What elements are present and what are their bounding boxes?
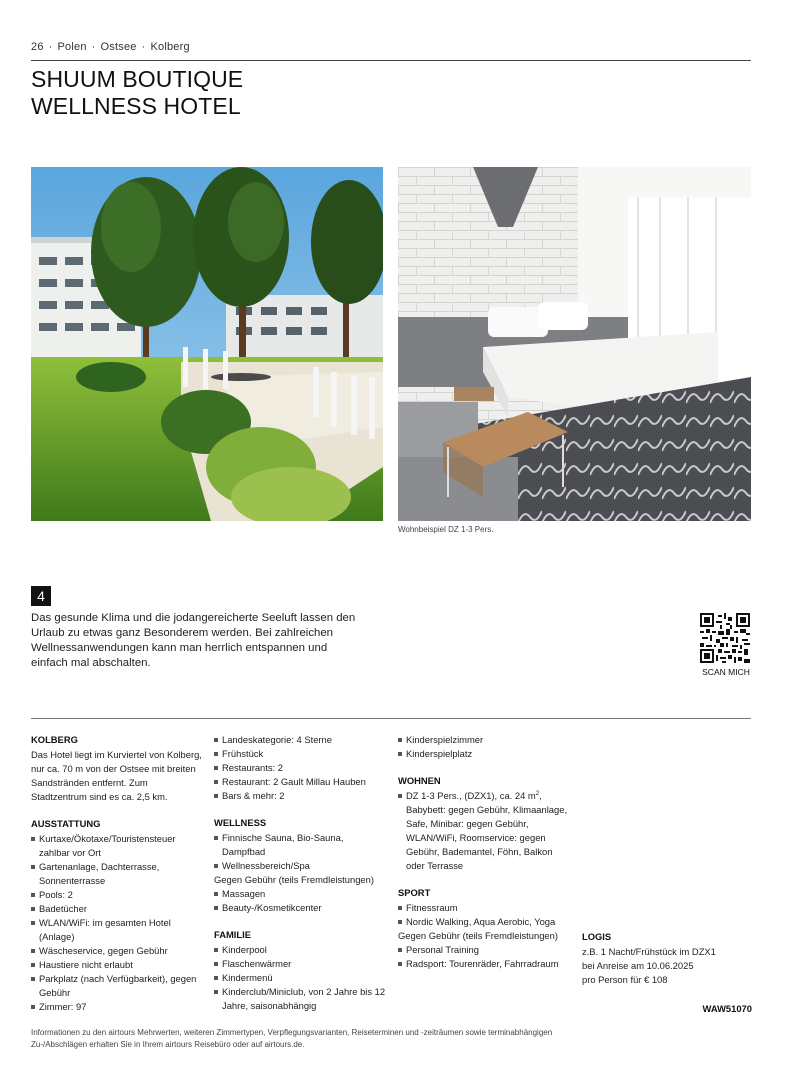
list-item: Personal Training	[398, 943, 573, 957]
familie-heading: FAMILIE	[214, 929, 251, 940]
list-item: Finnische Sauna, Bio-Sauna, Dampfbad	[214, 831, 389, 859]
hotel-room-photo	[398, 167, 751, 521]
list-item: Pools: 2	[31, 888, 203, 902]
breadcrumb	[31, 41, 190, 53]
column-general-wellness-family	[214, 733, 389, 1013]
footer-note: Informationen zu den airtours Mehrwerten, weiteren Zimmertypen, Verpflegungsvarianten, Reiseterminen und -zeiträumen sowie terminabhängigen Zu-/Abschlägen erhalten Sie in Ihrem airtours Reisebüro oder auf airtours.de.	[31, 1028, 553, 1049]
logis-heading: LOGIS	[582, 931, 612, 942]
kolberg-text: Das Hotel liegt im Kurviertel von Kolberg, nur ca. 70 m von der Ostsee mit breiten Sandstränden entfernt. Zum Stadtzentrum sind es ca. 2,5 km.	[31, 749, 202, 802]
separator-dot: ·	[48, 41, 53, 53]
page-number: 26	[31, 41, 44, 53]
list-item: Parkplatz (nach Verfügbarkeit), gegen Gebühr	[31, 972, 203, 1000]
list-item: Nordic Walking, Aqua Aerobic, Yoga	[398, 915, 573, 929]
wohnen-heading: WOHNEN	[398, 775, 441, 786]
page-title	[31, 66, 243, 120]
title-line-2: WELLNESS HOTEL	[31, 93, 241, 119]
room-description: DZ 1-3 Pers., (DZX1), ca. 24 $m^2$, Babybett: gegen Gebühr, Klimaanlage, Safe, Minibar: gegen Gebühr, WLAN/WiFi, Roomservice: gegen Gebühr, Bademantel, Föhn, Balkon oder Terrasse	[398, 789, 573, 873]
sport-heading: SPORT	[398, 887, 431, 898]
separator-dot: ·	[91, 41, 96, 53]
list-item: Bars & mehr: 2	[214, 789, 389, 803]
list-item: Restaurant: 2 Gault Millau Hauben	[214, 775, 389, 789]
logis-line-1: z.B. 1 Nacht/Frühstück im DZX1	[582, 946, 716, 957]
list-item: Flaschenwärmer	[214, 957, 389, 971]
intro-text: Das gesunde Klima und die jodangereicherte Seeluft lassen den Urlaub zu etwas ganz Besonderem werden. Bei zahlreichen Wellnessanwendungen kann man herrlich entspannen und einfach mal abschalten.	[31, 612, 356, 669]
header-divider	[31, 60, 751, 61]
kolberg-heading: KOLBERG	[31, 734, 78, 745]
list-item: Gartenanlage, Dachterrasse, Sonnenterrasse	[31, 860, 203, 888]
list-item: Haustiere nicht erlaubt	[31, 958, 203, 972]
hotel-garden-photo	[31, 167, 383, 521]
list-item: Kinderspielplatz	[398, 747, 573, 761]
column-kids-rooms-sport	[398, 733, 573, 971]
qr-code-icon[interactable]	[700, 613, 750, 663]
ausstattung-heading: AUSSTATTUNG	[31, 818, 101, 829]
list-item: Massagen	[214, 887, 389, 901]
number-badge: 4	[31, 586, 51, 606]
list-item: Badetücher	[31, 902, 203, 916]
logis-line-2: bei Anreise am 10.06.2025	[582, 960, 694, 971]
column-location-amenities	[31, 733, 203, 1014]
list-item: Kindermenü	[214, 971, 389, 985]
breadcrumb-country: Polen	[57, 41, 87, 53]
photo-caption: Wohnbeispiel DZ 1-3 Pers.	[398, 525, 494, 534]
list-item: Wellnessbereich/Spa	[214, 859, 389, 873]
list-item: Kinderpool	[214, 943, 389, 957]
list-item: Kurtaxe/Ökotaxe/Touristensteuer zahlbar vor Ort	[31, 832, 203, 860]
column-logis	[582, 930, 752, 987]
wellness-heading: WELLNESS	[214, 817, 267, 828]
list-item: Frühstück	[214, 747, 389, 761]
breadcrumb-region: Ostsee	[100, 41, 137, 53]
logis-price: pro Person für € 108	[582, 974, 668, 985]
list-item: Landeskategorie: 4 Sterne	[214, 733, 389, 747]
list-item: Zimmer: 97	[31, 1000, 203, 1014]
list-item: Kinderclub/Miniclub, von 2 Jahre bis 12 Jahre, saisonabhängig	[214, 985, 389, 1013]
list-item: Radsport: Tourenräder, Fahrradraum	[398, 957, 573, 971]
breadcrumb-city: Kolberg	[150, 41, 190, 53]
fee-note: Gegen Gebühr (teils Fremdleistungen)	[214, 874, 374, 885]
list-item: WLAN/WiFi: im gesamten Hotel (Anlage)	[31, 916, 203, 944]
list-item: Restaurants: 2	[214, 761, 389, 775]
list-item: Beauty-/Kosmetikcenter	[214, 901, 389, 915]
scan-label: SCAN MICH	[702, 667, 750, 677]
list-item: Fitnessraum	[398, 901, 573, 915]
fee-note: Gegen Gebühr (teils Fremdleistungen)	[398, 930, 558, 941]
list-item: Wäscheservice, gegen Gebühr	[31, 944, 203, 958]
section-divider	[31, 718, 751, 719]
separator-dot: ·	[141, 41, 146, 53]
title-line-1: SHUUM BOUTIQUE	[31, 66, 244, 92]
list-item: Kinderspielzimmer	[398, 733, 573, 747]
booking-code: WAW51070	[702, 1003, 752, 1014]
